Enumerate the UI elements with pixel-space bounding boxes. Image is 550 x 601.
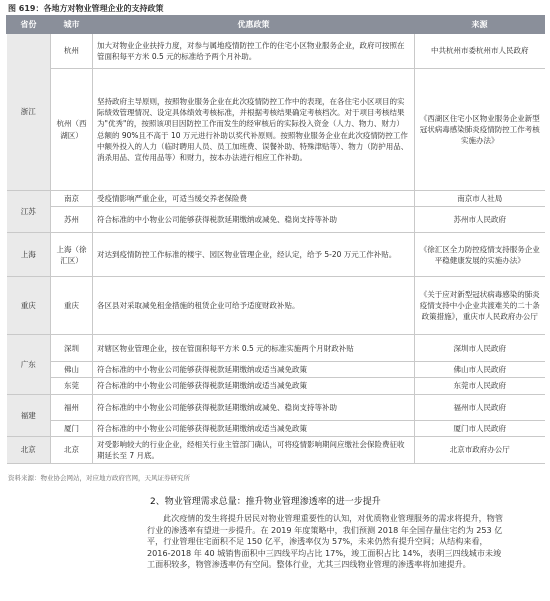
policy-cell: 受疫情影响严重企业，可适当缓交养老保险费 xyxy=(93,191,415,207)
city-cell: 北京 xyxy=(51,436,93,463)
city-cell: 杭州 xyxy=(51,34,93,69)
source-cell: 佛山市人民政府 xyxy=(415,362,545,378)
policy-cell: 对受影响较大的行业企业，经相关行业主管部门确认，可将疫情影响期间应缴社会保险费征收期延长至 7 月底。 xyxy=(93,436,415,463)
source-note: 资料来源：物业协会网站，对应地方政府官网，天风证券研究所 xyxy=(8,474,190,482)
city-cell: 福州 xyxy=(51,394,93,420)
policy-table xyxy=(6,15,545,464)
source-cell: 《西湖区住宅小区物业服务企业新型冠状病毒感染肺炎疫情防控工作考核实施办法》 xyxy=(415,69,545,191)
table-header-row xyxy=(7,16,545,34)
policy-cell: 符合标准的中小物业公司能够获得税款延期缴纳或适当减免政策 xyxy=(93,378,415,394)
header-policy: 优惠政策 xyxy=(93,16,415,34)
source-cell: 《徐汇区全力防控疫情支持服务企业平稳健康发展的实施办法》 xyxy=(415,233,545,277)
policy-cell: 坚持政府主导原则，按照物业服务企业在此次疫情防控工作中的表现，在各住宅小区项目的实际绩效管理情况、设定具体绩效考核标准，并根据考核结果确定考核档次。对于项目考核结果为"优秀"的，按照该项目因防控工作而发生的经审核后的实际投入资金（人力、物力、财力）总额的 90%且不高于 10 万元进行补助以奖代补原则。按照物业服务企业在此次疫情防控工作中额外投入的人力（临时聘用人员、员工加班费、误餐补助、特殊津贴等）、物力（防护用品、消杀用品、宣传用品等）和财力，按本办法进行相应工作补助。 xyxy=(93,69,415,191)
table-row xyxy=(7,233,545,277)
source-cell: 南京市人社局 xyxy=(415,191,545,207)
table-row xyxy=(7,335,545,362)
header-city: 城市 xyxy=(51,16,93,34)
city-cell: 杭州（西湖区） xyxy=(51,69,93,191)
header-source: 来源 xyxy=(415,16,545,34)
policy-cell: 符合标准的中小物业公司能够获得税款延期缴纳或适当减免政策 xyxy=(93,362,415,378)
policy-cell: 符合标准的中小物业公司能够获得税款延期缴纳或减免、稳岗支持等补助 xyxy=(93,207,415,233)
section-heading: 2、物业管理需求总量：推升物业管理渗透率的进一步提升 xyxy=(150,497,381,507)
policy-cell: 加大对物业企业扶持力度，对参与属地疫情防控工作的住宅小区物业服务企业，政府可按照在管面积每平方米 0.5 元的标准给予两个月补助。 xyxy=(93,34,415,69)
province-cell: 浙江 xyxy=(7,34,51,191)
body-paragraph: 此次疫情的发生将提升居民对物业管理重要性的认知，对优质物业管理服务的需求将提升，物管行业的渗透率有望进一步提升。在 2019 年度策略中，我们预测 2018 年全国存量住宅约为 253 亿平，行业管理住宅面积不足 150 亿平，渗透率仅为 57%，未来仍然有提升空间；从结构来看，2016-2018 年 40 城销售面积中三四线平均占比 17%，竣工面积占比 14%，表明三四线城市未竣工面积较多，物管渗透率仍有空间。整体行业，尤其三四线物业管理的渗透率将加速提升。 xyxy=(147,513,503,570)
source-cell: 《关于应对新型冠状病毒感染的肺炎疫情支持中小企业共渡难关的二十条政策措施》，重庆市人民政府办公厅 xyxy=(415,277,545,335)
province-cell: 北京 xyxy=(7,436,51,463)
table-row xyxy=(7,420,545,436)
table-row xyxy=(7,436,545,463)
city-cell: 深圳 xyxy=(51,335,93,362)
source-cell: 中共杭州市委杭州市人民政府 xyxy=(415,34,545,69)
table-row xyxy=(7,277,545,335)
policy-cell: 符合标准的中小物业公司能够获得税款延期缴纳或适当减免政策 xyxy=(93,420,415,436)
table-row xyxy=(7,362,545,378)
source-cell: 深圳市人民政府 xyxy=(415,335,545,362)
province-cell: 上海 xyxy=(7,233,51,277)
policy-cell: 符合标准的中小物业公司能够获得税款延期缴纳或减免、稳岗支持等补助 xyxy=(93,394,415,420)
city-cell: 上海（徐汇区） xyxy=(51,233,93,277)
table-row xyxy=(7,191,545,207)
city-cell: 东莞 xyxy=(51,378,93,394)
policy-cell: 对辖区物业管理企业，按在管面积每平方米 0.5 元的标准实施两个月財政补贴 xyxy=(93,335,415,362)
city-cell: 重庆 xyxy=(51,277,93,335)
province-cell: 江苏 xyxy=(7,191,51,233)
source-cell: 北京市政府办公厅 xyxy=(415,436,545,463)
city-cell: 南京 xyxy=(51,191,93,207)
source-cell: 厦门市人民政府 xyxy=(415,420,545,436)
city-cell: 厦门 xyxy=(51,420,93,436)
table-row xyxy=(7,34,545,69)
province-cell: 福建 xyxy=(7,394,51,436)
figure-title: 图 619：各地方对物业管理企业的支持政策 xyxy=(8,4,164,13)
table-row xyxy=(7,394,545,420)
header-province: 省份 xyxy=(7,16,51,34)
province-cell: 广东 xyxy=(7,335,51,394)
policy-cell: 各区县对采取减免租金措施的租赁企业可给予适度财政补贴。 xyxy=(93,277,415,335)
source-cell: 东莞市人民政府 xyxy=(415,378,545,394)
table-row xyxy=(7,207,545,233)
city-cell: 佛山 xyxy=(51,362,93,378)
source-cell: 福州市人民政府 xyxy=(415,394,545,420)
source-cell: 苏州市人民政府 xyxy=(415,207,545,233)
province-cell: 重庆 xyxy=(7,277,51,335)
policy-cell: 对达到疫情防控工作标准的楼宇、园区物业管理企业，经认定，给予 5-20 万元工作补贴。 xyxy=(93,233,415,277)
table-row xyxy=(7,69,545,191)
table-row xyxy=(7,378,545,394)
city-cell: 苏州 xyxy=(51,207,93,233)
